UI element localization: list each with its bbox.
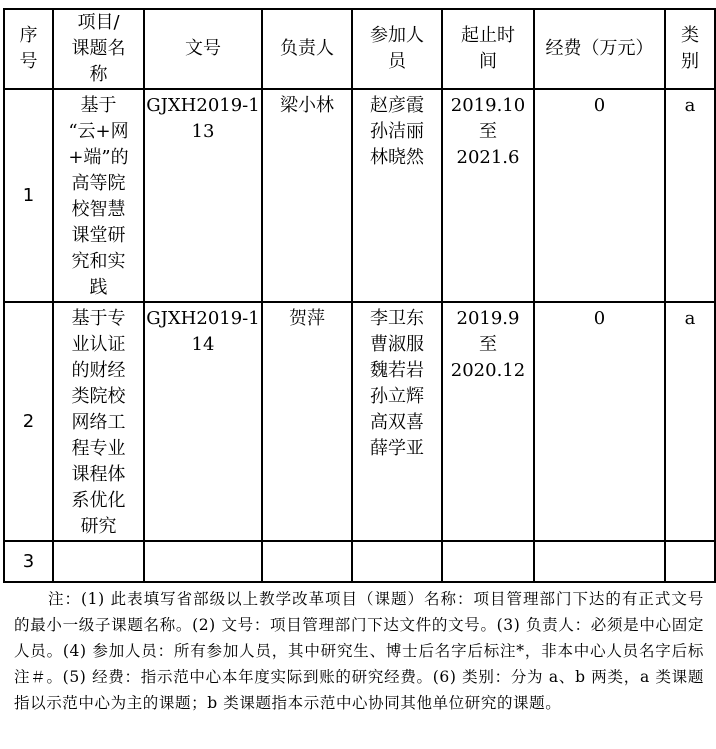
cell-line: 高双喜 <box>370 412 424 433</box>
cell-line: 孙洁丽 <box>370 121 424 142</box>
cell-line: 林晓然 <box>370 147 424 168</box>
header-row <box>4 9 715 89</box>
projects-table <box>3 8 716 583</box>
cell-line: 经费（万元） <box>545 38 654 59</box>
cell-line: “云+网 <box>68 121 129 142</box>
footnote: 注：(1) 此表填写省部级以上教学改革项目（课题）名称：项目管理部门下达的有正式文号的最小一级子课题名称。(2) 文号：项目管理部门下达文件的文号。(3) 负责人：必须是中心固定人员。(4) 参加人员：所有参加人员，其中研究生、博士后名字后标注*，非本中心人员名字后标注＃。(5) 经费：指示范中心本年度实际到账的研究经费。(6) 类别：分为 a、b 两类，a 类课题指以示范中心为主的课题；b 类课题指本示范中心协同其他单位研究的课题。 <box>14 590 704 712</box>
row-members <box>352 89 442 302</box>
cell-line: 2019.9 <box>456 308 520 329</box>
row-leader: 贺萍 <box>262 302 352 541</box>
cell-line: 员 <box>388 51 406 72</box>
cell-line: GJXH2019-1 <box>146 308 260 329</box>
cell-line: 孙立辉 <box>370 386 424 407</box>
cell-line: 践 <box>89 277 108 298</box>
row-title <box>53 541 144 582</box>
cell-line: 文号 <box>185 38 221 59</box>
cell-line: 业认证 <box>71 334 126 355</box>
cell-line: 13 <box>191 121 215 142</box>
cell-line: 究和实 <box>71 251 126 272</box>
cell-line: 网络工 <box>71 412 126 433</box>
row-doc-no <box>144 302 262 541</box>
cell-line: 赵彦霞 <box>370 95 424 116</box>
cell-line: 薛学亚 <box>370 438 424 459</box>
cell-line: 类院校 <box>71 386 126 407</box>
cell-line: 至 <box>479 121 497 142</box>
cell-line: 基于专 <box>71 308 126 329</box>
cell-line: 称 <box>89 64 108 85</box>
cell-line: 课堂研 <box>71 225 126 246</box>
header-doc-no <box>144 9 262 89</box>
cell-line: 间 <box>479 51 497 72</box>
table-row <box>4 89 715 302</box>
row-funding: 0 <box>534 302 665 541</box>
header-category <box>665 9 715 89</box>
header-funding <box>534 9 665 89</box>
row-category <box>665 541 715 582</box>
cell-line: +端”的 <box>68 147 129 168</box>
row-members <box>352 302 442 541</box>
cell-line: 高等院 <box>71 173 126 194</box>
cell-line: 至 <box>479 334 497 355</box>
row-leader <box>262 541 352 582</box>
cell-line: 别 <box>681 51 699 72</box>
row-category: a <box>665 302 715 541</box>
cell-line: 课题名 <box>71 38 126 59</box>
cell-line: 项目/ <box>77 12 120 33</box>
row-category: a <box>665 89 715 302</box>
header-members <box>352 9 442 89</box>
row-doc-no <box>144 89 262 302</box>
row-title <box>53 302 144 541</box>
cell-line: 程专业 <box>71 438 126 459</box>
cell-line: 的财经 <box>71 360 126 381</box>
row-period <box>442 89 534 302</box>
cell-line: GJXH2019-1 <box>146 95 260 116</box>
cell-line: 类 <box>681 25 699 46</box>
row-leader: 梁小林 <box>262 89 352 302</box>
cell-line: 校智慧 <box>71 199 126 220</box>
cell-line: 号 <box>19 51 38 72</box>
cell-line: 李卫东 <box>370 308 424 329</box>
row-index: 3 <box>4 541 53 582</box>
row-period <box>442 302 534 541</box>
cell-line: 曹淑服 <box>370 334 424 355</box>
cell-line: 2021.6 <box>456 147 520 168</box>
table-row <box>4 541 715 582</box>
cell-line: 课程体 <box>71 464 126 485</box>
cell-line: 魏若岩 <box>370 360 424 381</box>
cell-line: 研究 <box>80 516 117 537</box>
row-index: 2 <box>4 302 53 541</box>
cell-line: 参加人 <box>370 25 424 46</box>
row-title <box>53 89 144 302</box>
table-row <box>4 302 715 541</box>
header-index <box>4 9 53 89</box>
header-period <box>442 9 534 89</box>
row-period <box>442 541 534 582</box>
row-doc-no <box>144 541 262 582</box>
header-title <box>53 9 144 89</box>
row-funding: 0 <box>534 89 665 302</box>
cell-line: 2020.12 <box>450 360 526 381</box>
row-members <box>352 541 442 582</box>
cell-line: 基于 <box>80 95 117 116</box>
cell-line: 14 <box>191 334 215 355</box>
cell-line: 起止时 <box>461 25 515 46</box>
cell-line: 2019.10 <box>450 95 526 116</box>
row-funding <box>534 541 665 582</box>
header-leader <box>262 9 352 89</box>
cell-line: 负责人 <box>280 38 334 59</box>
cell-line: 序 <box>19 25 38 46</box>
row-index: 1 <box>4 89 53 302</box>
cell-line: 系优化 <box>71 490 126 511</box>
